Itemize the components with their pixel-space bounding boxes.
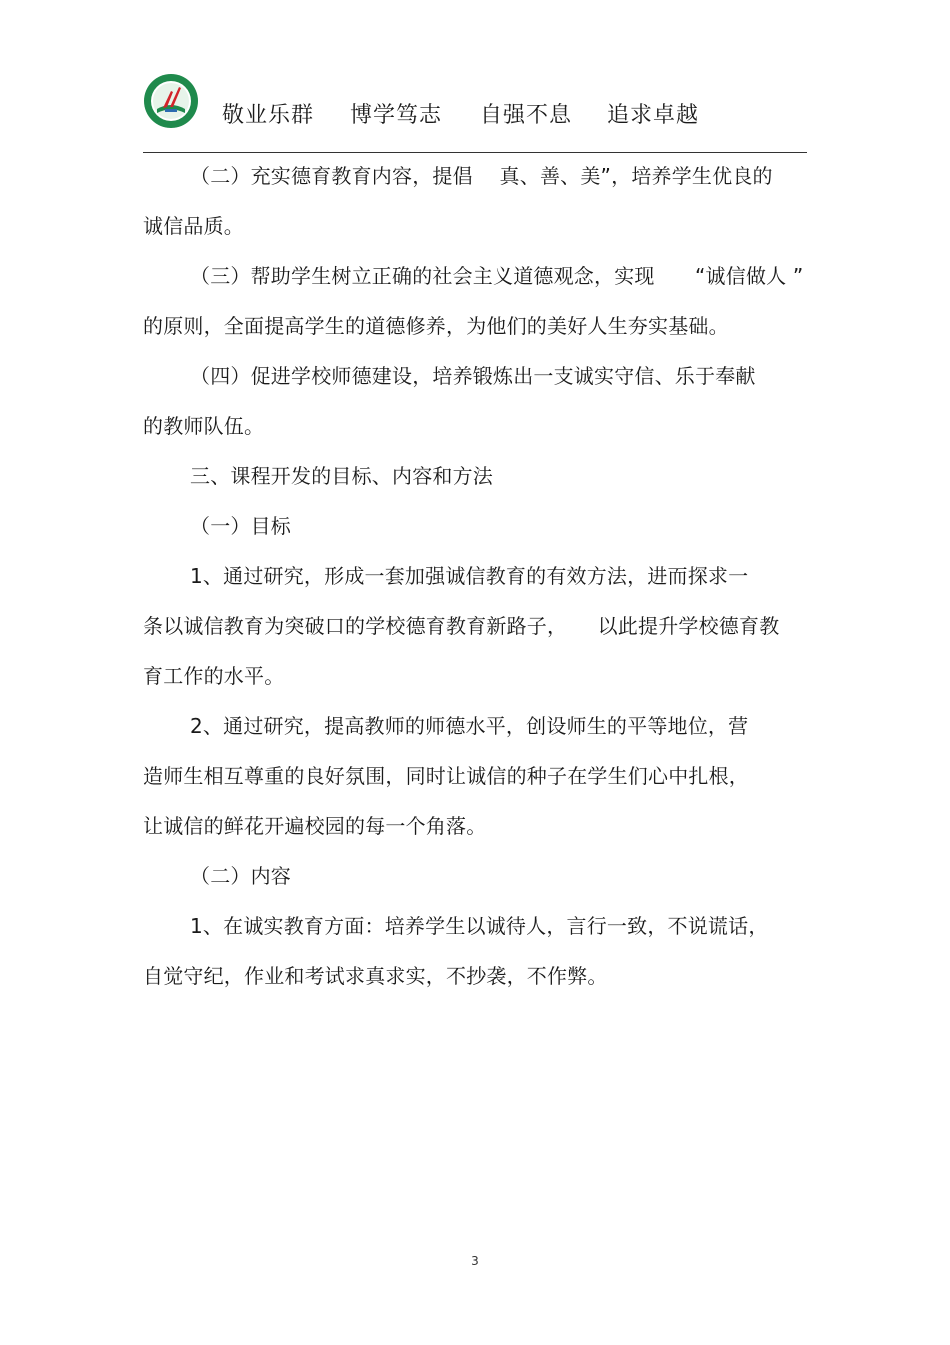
- text-line: 让诚信的鲜花开遍校园的每一个角落。: [143, 814, 487, 838]
- text-line: 育工作的水平。: [143, 664, 285, 688]
- text-line: 条以诚信教育为突破口的学校德育教育新路子， 以此提升学校德育教: [143, 614, 780, 638]
- motto-item-2: 博学笃志: [350, 103, 443, 128]
- page-number: 3: [471, 1254, 479, 1268]
- page-header: [0, 0, 950, 160]
- header-divider: [143, 152, 807, 153]
- section-heading: 三、课程开发的目标、内容和方法: [190, 464, 493, 488]
- subsection-heading: （二）内容: [190, 864, 291, 888]
- text-line: （二）充实德育教育内容，提倡 真、善、美”，培养学生优良的: [190, 164, 773, 188]
- text-line: 1、通过研究，形成一套加强诚信教育的有效方法，进而探求一: [190, 564, 749, 588]
- subsection-heading: （一）目标: [190, 514, 291, 538]
- motto-item-3: 自强不息: [480, 103, 573, 128]
- text-line: 的原则，全面提高学生的道德修养，为他们的美好人生夯实基础。: [143, 314, 729, 338]
- text-line: 1、在诚实教育方面：培养学生以诚待人，言行一致，不说谎话，: [190, 914, 769, 938]
- text-line: （四）促进学校师德建设，培养锻炼出一支诚实守信、乐于奉献: [190, 364, 756, 388]
- text-line: 2、通过研究，提高教师的师德水平，创设师生的平等地位，营: [190, 714, 749, 738]
- text-line: 造师生相互尊重的良好氛围，同时让诚信的种子在学生们心中扎根，: [143, 764, 749, 788]
- motto-item-4: 追求卓越: [607, 103, 700, 128]
- school-emblem-icon: [143, 73, 199, 129]
- motto-item-1: 敬业乐群: [222, 103, 315, 128]
- text-line: （三）帮助学生树立正确的社会主义道德观念，实现 “诚信做人 ”: [190, 264, 804, 288]
- text-line: 自觉守纪，作业和考试求真求实，不抄袭，不作弊。: [143, 964, 608, 988]
- text-line: 的教师队伍。: [143, 414, 265, 438]
- text-line: 诚信品质。: [143, 214, 244, 238]
